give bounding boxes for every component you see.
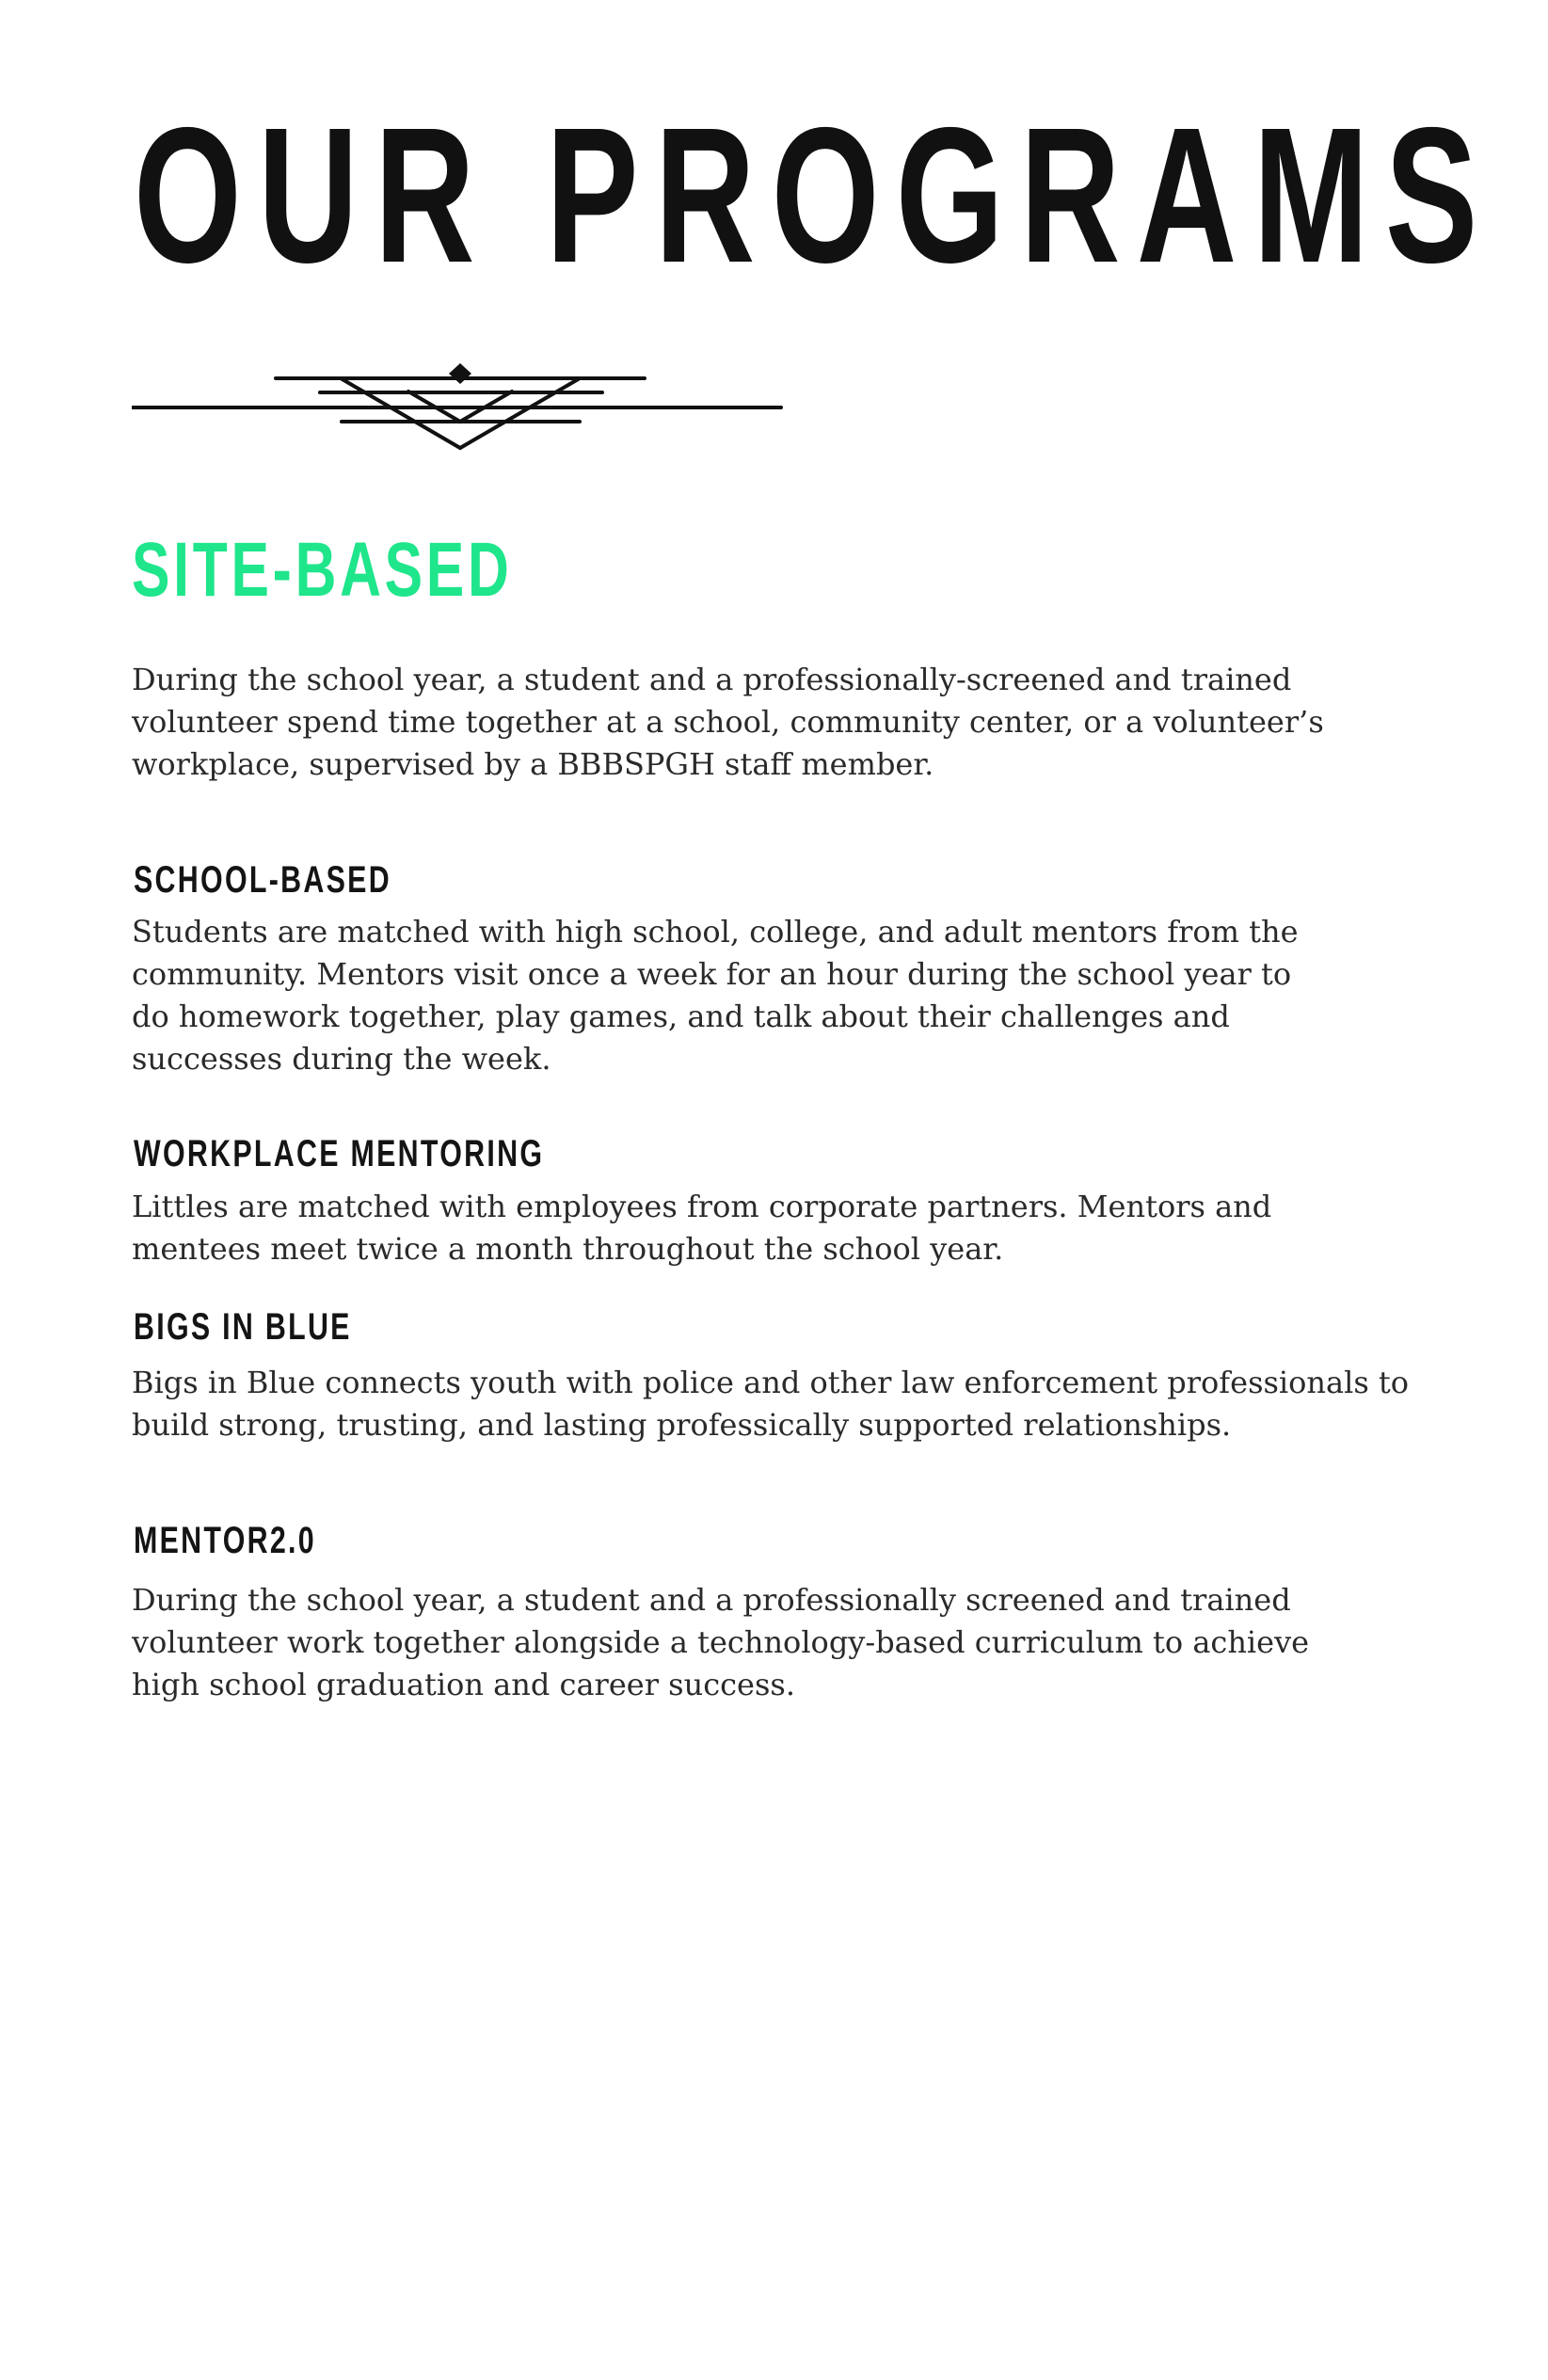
description-line: Students are matched with high school, college, and adult mentors from the xyxy=(132,914,1299,950)
description-line: volunteer work together alongside a technology-based curriculum to achieve xyxy=(132,1624,1310,1660)
description-line: do homework together, play games, and talk about their challenges and xyxy=(132,998,1230,1034)
page-title: OUR PROGRAMS xyxy=(134,88,1494,303)
intro-line: volunteer spend time together at a school, community center, or a volunteer’s xyxy=(132,704,1324,740)
intro-line: During the school year, a student and a professionally-screened and trained xyxy=(132,662,1292,697)
description-line: Bigs in Blue connects youth with police and other law enforcement professionals to xyxy=(132,1365,1410,1400)
description-line: Littles are matched with employees from corporate partners. Mentors and xyxy=(132,1189,1272,1224)
description-line: community. Mentors visit once a week for an hour during the school year to xyxy=(132,956,1292,992)
description-line: During the school year, a student and a professionally screened and trained xyxy=(132,1582,1291,1618)
program-description-workplace-mentoring xyxy=(132,1186,1271,1270)
section-title: SITE-BASED xyxy=(132,527,513,613)
program-description-school-based xyxy=(132,911,1299,1080)
program-title-mentor2-0: MENTOR2.0 xyxy=(134,1520,316,1561)
description-line: build strong, trusting, and lasting professically supported relationships. xyxy=(132,1407,1232,1443)
intro-line: workplace, supervised by a BBBSPGH staff member. xyxy=(132,746,934,782)
program-title-bigs-in-blue: BIGS IN BLUE xyxy=(134,1306,352,1348)
art-deco-divider-icon xyxy=(132,358,790,452)
program-title-school-based: SCHOOL-BASED xyxy=(134,859,391,901)
description-line: successes during the week. xyxy=(132,1041,551,1077)
program-description-mentor2-0 xyxy=(132,1579,1309,1706)
program-description-bigs-in-blue xyxy=(132,1362,1409,1446)
description-line: high school graduation and career success. xyxy=(132,1667,795,1702)
description-line: mentees meet twice a month throughout the school year. xyxy=(132,1231,1004,1267)
section-intro xyxy=(132,659,1324,786)
program-title-workplace-mentoring: WORKPLACE MENTORING xyxy=(134,1133,545,1174)
